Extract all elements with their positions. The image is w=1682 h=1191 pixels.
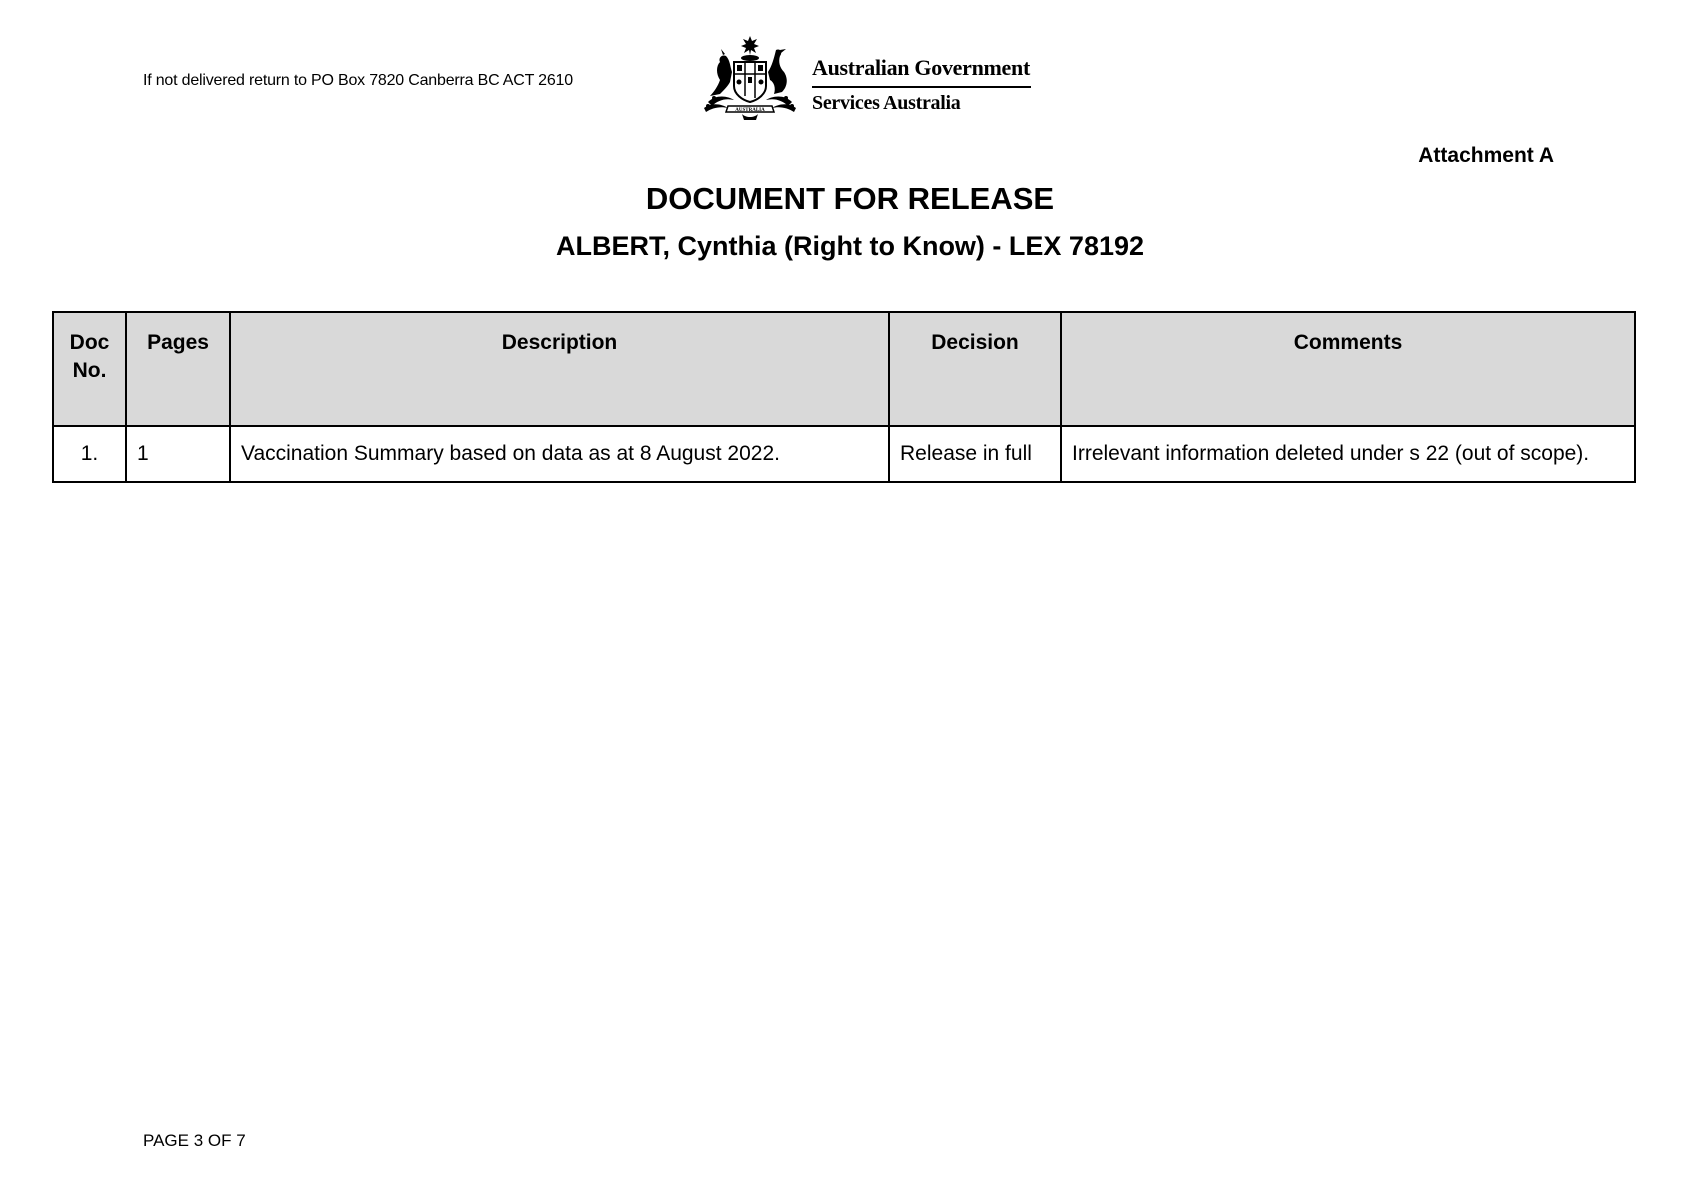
crest-scroll-text: AUSTRALIA [735, 108, 765, 113]
column-header-doc-no-line1: Doc [69, 331, 110, 354]
table-row [53, 426, 1635, 482]
column-header-comments: Comments [1061, 312, 1635, 426]
cell-comments: Irrelevant information deleted under s 22 (out of scope). [1061, 426, 1635, 482]
table-header-row [53, 312, 1635, 426]
column-header-decision: Decision [889, 312, 1061, 426]
cell-pages: 1 [126, 426, 230, 482]
document-title: DOCUMENT FOR RELEASE [645, 181, 1055, 216]
document-subtitle: ALBERT, Cynthia (Right to Know) - LEX 78192 [555, 231, 1145, 261]
release-table [52, 311, 1636, 483]
coat-of-arms-icon [690, 36, 810, 122]
government-logo [690, 36, 1040, 122]
cell-doc-no: 1. [53, 426, 126, 482]
column-header-doc-no-line2: No. [72, 359, 107, 382]
column-header-pages: Pages [126, 312, 230, 426]
org-name: Australian Government [812, 55, 1030, 80]
return-address: If not delivered return to PO Box 7820 Canberra BC ACT 2610 [143, 72, 573, 89]
column-header-doc-no [53, 312, 126, 426]
cell-decision: Release in full [889, 426, 1061, 482]
dept-name: Services Australia [812, 92, 961, 114]
cell-description: Vaccination Summary based on data as at 8 August 2022. [230, 426, 889, 482]
page-indicator: PAGE 3 OF 7 [143, 1131, 246, 1150]
logo-divider [812, 86, 1031, 88]
column-header-description: Description [230, 312, 889, 426]
attachment-label: Attachment A [1418, 144, 1554, 167]
